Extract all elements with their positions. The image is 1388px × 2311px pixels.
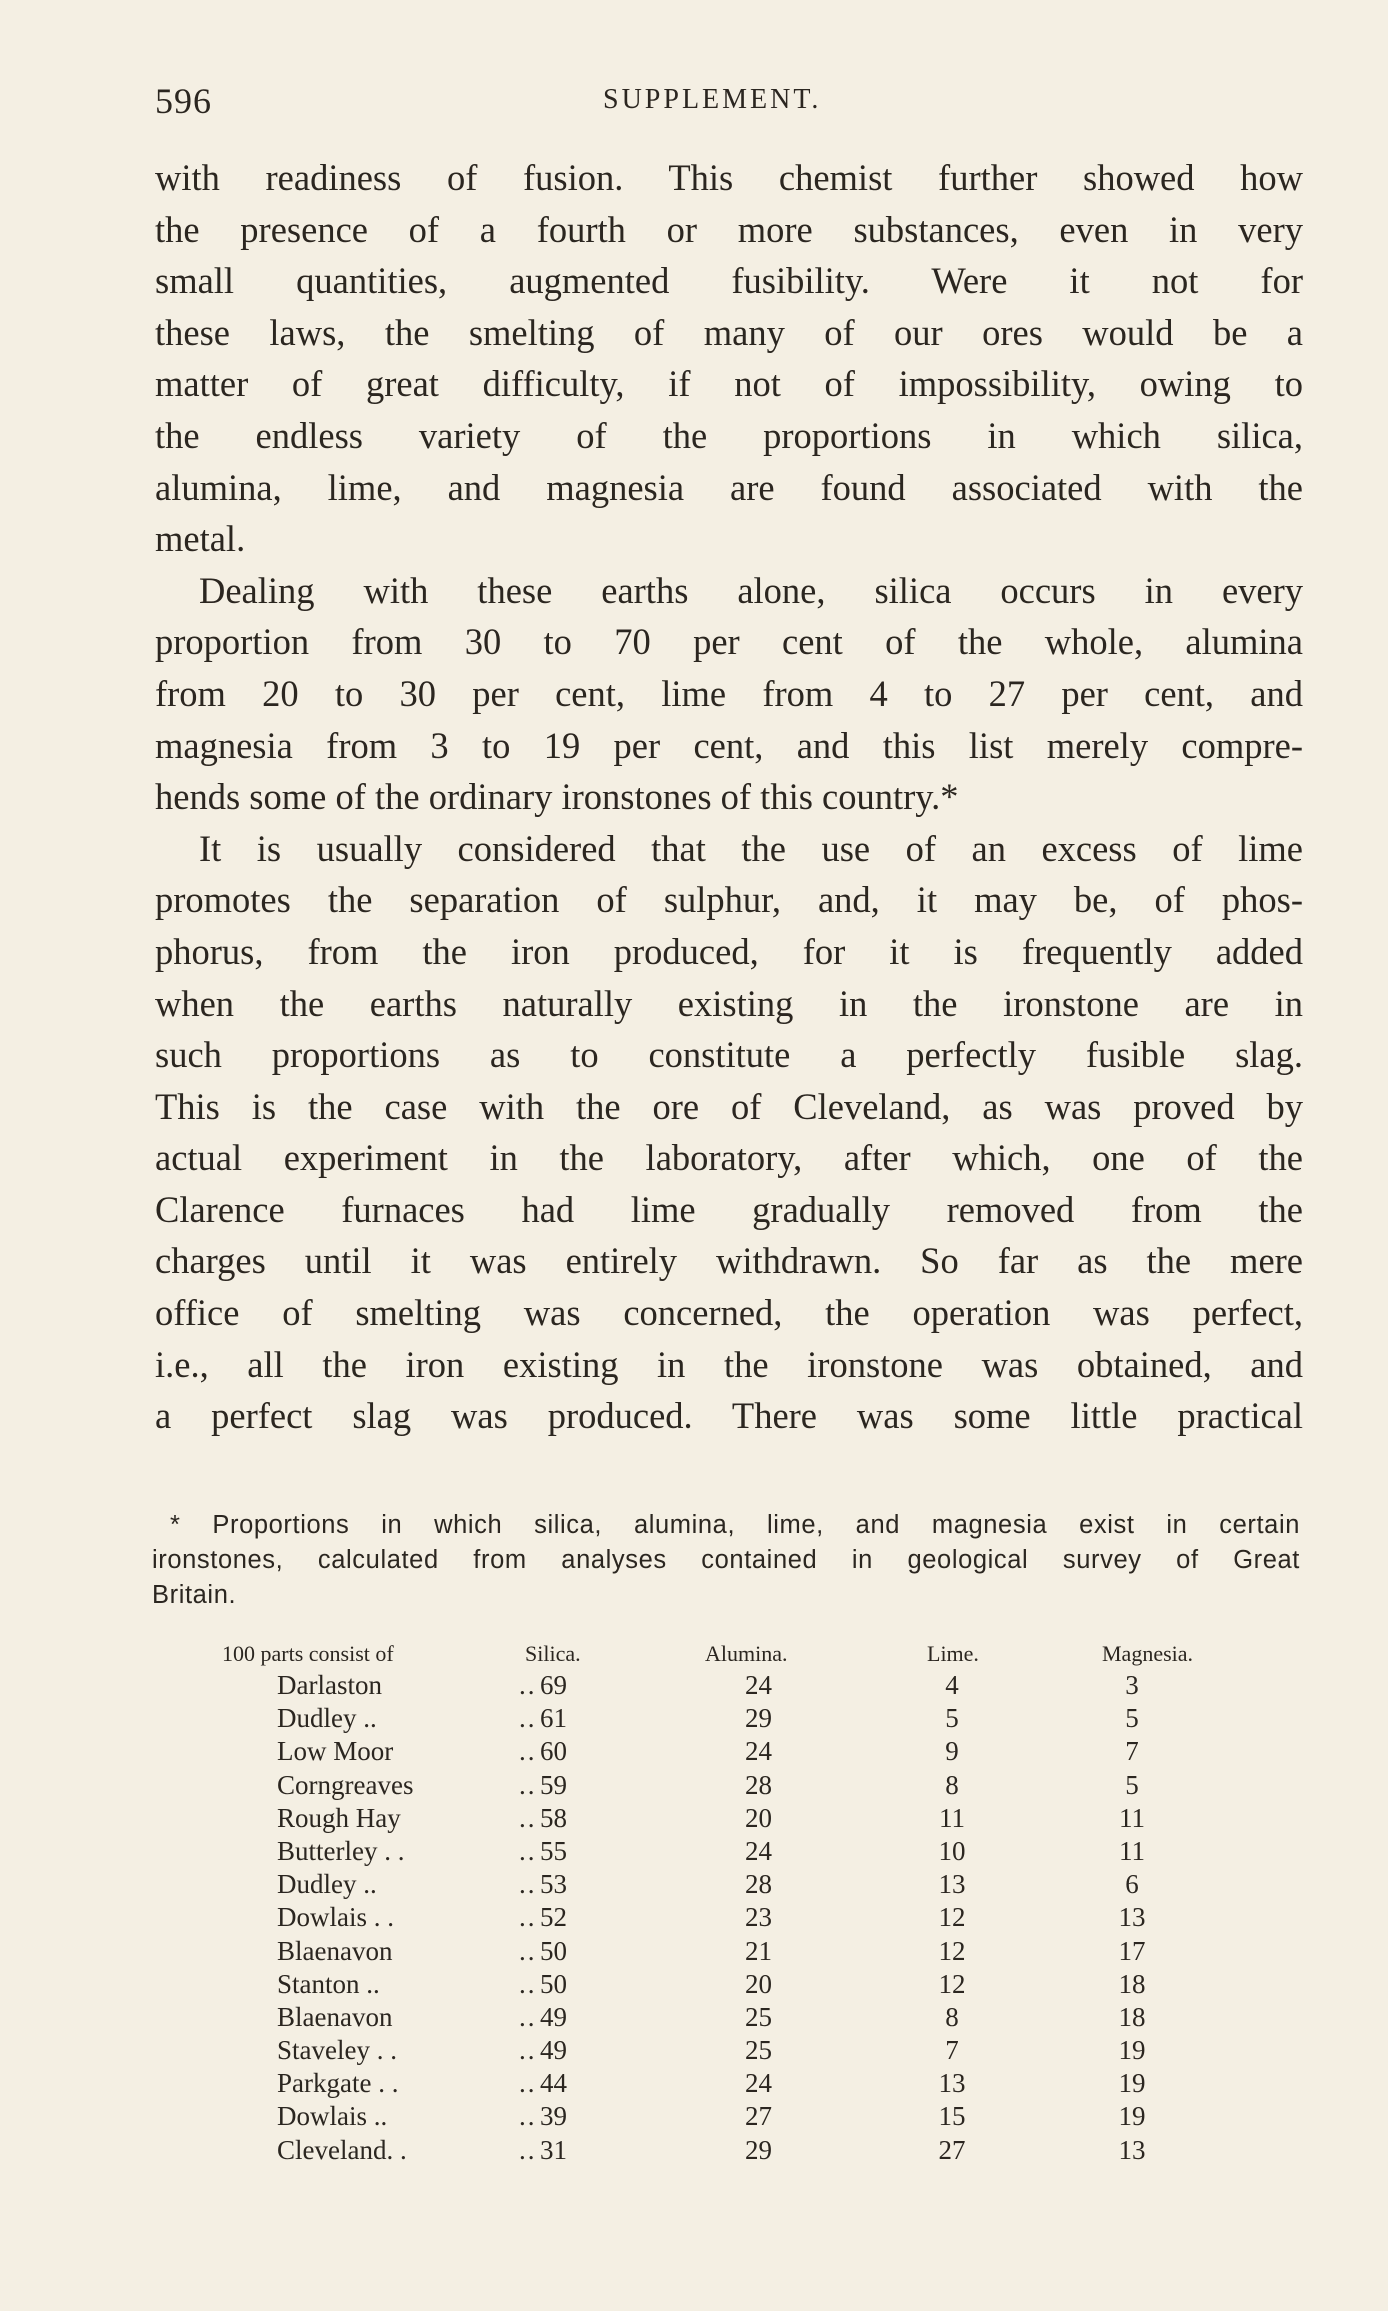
table-row: [222, 2100, 1222, 2133]
alumina-cell: 20: [745, 1802, 772, 1833]
magnesia-cell: 13: [1118, 2134, 1146, 2165]
lime-cell: 12: [938, 1902, 966, 1933]
text-line: promotes the separation of sulphur, and, it may be, of phos-: [155, 879, 1303, 921]
lime-cell: 27: [938, 2134, 966, 2165]
text-line: matter of great difficulty, if not of impossibility, owing to: [155, 363, 1303, 405]
lime-cell: 13: [938, 1869, 966, 1900]
column-header-parts: 100 parts consist of: [222, 1641, 394, 1666]
magnesia-cell: 11: [1119, 1802, 1145, 1833]
table-row: [222, 1835, 1222, 1868]
text-line: such proportions as to constitute a perfectly fusible slag.: [155, 1034, 1303, 1076]
lime-cell: 9: [945, 1736, 959, 1767]
text-line: from 20 to 30 per cent, lime from 4 to 27 per cent, and: [155, 672, 1303, 714]
magnesia-cell: 5: [1125, 1703, 1139, 1734]
text-line: the presence of a fourth or more substances, even in very: [155, 208, 1303, 250]
locality-cell: Darlaston: [277, 1670, 382, 1700]
alumina-cell: 27: [745, 2101, 772, 2132]
text-line: proportion from 30 to 70 per cent of the whole, alumina: [155, 621, 1303, 663]
locality-cell: Cleveland. .: [277, 2134, 407, 2165]
leader-dots: ..: [519, 1670, 537, 1700]
table-row: [222, 1968, 1222, 2001]
leader-dots: ..: [519, 2035, 537, 2066]
alumina-cell: 24: [745, 1670, 772, 1700]
alumina-cell: 25: [745, 2035, 772, 2066]
text-line: these laws, the smelting of many of our ores would be a: [155, 311, 1303, 353]
table-row: [222, 1901, 1222, 1934]
silica-cell: 49: [540, 2035, 567, 2066]
leader-dots: ..: [519, 1802, 537, 1833]
silica-cell: 31: [540, 2134, 567, 2165]
alumina-cell: 20: [745, 1968, 772, 1999]
text-line: It is usually considered that the use of an excess of lime: [199, 827, 1303, 869]
table-row: [222, 1769, 1222, 1802]
text-line: i.e., all the iron existing in the ironstone was obtained, and: [155, 1343, 1303, 1385]
locality-cell: Corngreaves: [277, 1769, 414, 1800]
footnote-line: Britain.: [152, 1581, 237, 1609]
silica-cell: 50: [540, 1935, 567, 1966]
locality-cell: Dudley ..: [277, 1703, 377, 1734]
lime-cell: 12: [938, 1935, 966, 1966]
alumina-cell: 23: [745, 1902, 772, 1933]
column-header-silica: Silica.: [525, 1641, 581, 1666]
magnesia-cell: 13: [1118, 1902, 1146, 1933]
table-row: [222, 1702, 1222, 1735]
magnesia-cell: 19: [1118, 2035, 1146, 2066]
footnote-line: ironstones, calculated from analyses contained in geological survey of Great: [152, 1546, 1300, 1574]
text-line: This is the case with the ore of Cleveland, as was proved by: [155, 1085, 1303, 1127]
magnesia-cell: 11: [1119, 1835, 1145, 1866]
locality-cell: Dudley ..: [277, 1869, 377, 1900]
silica-cell: 58: [540, 1802, 567, 1833]
silica-cell: 59: [540, 1769, 567, 1800]
table-row: [222, 2001, 1222, 2034]
locality-cell: Dowlais . .: [277, 1902, 394, 1933]
magnesia-cell: 17: [1118, 1935, 1146, 1966]
alumina-cell: 21: [745, 1935, 772, 1966]
alumina-cell: 25: [745, 2001, 772, 2032]
table-row: [222, 2067, 1222, 2100]
locality-cell: Parkgate . .: [277, 2068, 399, 2099]
alumina-cell: 24: [745, 1736, 772, 1767]
text-line: hends some of the ordinary ironstones of this country.*: [155, 776, 959, 818]
text-line: small quantities, augmented fusibility. Were it not for: [155, 260, 1303, 302]
magnesia-cell: 3: [1125, 1670, 1139, 1700]
column-header-magnesia: Magnesia.: [1102, 1641, 1194, 1666]
body-text: [155, 152, 1303, 1442]
running-head: SUPPLEMENT.: [603, 84, 822, 115]
table-header-row: [222, 1641, 1222, 1669]
magnesia-cell: 19: [1118, 2101, 1146, 2132]
alumina-cell: 29: [745, 1703, 772, 1734]
text-line: with readiness of fusion. This chemist further showed how: [155, 157, 1303, 198]
leader-dots: ..: [519, 1835, 537, 1866]
locality-cell: Dowlais ..: [277, 2101, 388, 2132]
table-row: [222, 2134, 1222, 2167]
silica-cell: 49: [540, 2001, 567, 2032]
locality-cell: Blaenavon: [277, 1935, 393, 1966]
text-line: when the earths naturally existing in the ironstone are in: [155, 982, 1303, 1024]
text-line: metal.: [155, 518, 246, 560]
silica-cell: 69: [540, 1670, 567, 1700]
alumina-cell: 29: [745, 2134, 772, 2165]
leader-dots: ..: [519, 1935, 537, 1966]
silica-cell: 50: [540, 1968, 567, 1999]
locality-cell: Stanton ..: [277, 1968, 380, 1999]
leader-dots: ..: [519, 2068, 537, 2099]
lime-cell: 5: [945, 1703, 959, 1734]
silica-cell: 61: [540, 1703, 567, 1734]
text-line: a perfect slag was produced. There was some little practical: [155, 1395, 1303, 1437]
magnesia-cell: 6: [1125, 1869, 1139, 1900]
magnesia-cell: 18: [1118, 1968, 1146, 1999]
lime-cell: 8: [945, 1769, 959, 1800]
leader-dots: ..: [519, 1869, 537, 1900]
footnote: [152, 1508, 1300, 1613]
text-line: charges until it was entirely withdrawn. So far as the mere: [155, 1240, 1303, 1282]
silica-cell: 55: [540, 1835, 567, 1866]
text-line: magnesia from 3 to 19 per cent, and this list merely compre-: [155, 724, 1303, 766]
lime-cell: 13: [938, 2068, 966, 2099]
leader-dots: ..: [519, 1703, 537, 1734]
lime-cell: 10: [938, 1835, 966, 1866]
locality-cell: Rough Hay: [277, 1802, 401, 1833]
silica-cell: 60: [540, 1736, 567, 1767]
lime-cell: 7: [945, 2035, 959, 2066]
table-row: [222, 1735, 1222, 1768]
locality-cell: Low Moor: [277, 1736, 394, 1767]
table-row: [222, 1935, 1222, 1968]
magnesia-cell: 5: [1125, 1769, 1139, 1800]
table-row: [222, 1669, 1222, 1702]
table-row: [222, 2034, 1222, 2067]
leader-dots: ..: [519, 1902, 537, 1933]
magnesia-cell: 18: [1118, 2001, 1146, 2032]
silica-cell: 52: [540, 1902, 567, 1933]
leader-dots: ..: [519, 1736, 537, 1767]
column-header-alumina: Alumina.: [705, 1641, 788, 1666]
silica-cell: 53: [540, 1869, 567, 1900]
lime-cell: 8: [945, 2001, 959, 2032]
silica-cell: 44: [540, 2068, 567, 2099]
leader-dots: ..: [519, 1968, 537, 1999]
column-header-lime: Lime.: [927, 1641, 979, 1666]
lime-cell: 4: [945, 1670, 959, 1700]
text-line: office of smelting was concerned, the operation was perfect,: [155, 1292, 1303, 1334]
alumina-cell: 28: [745, 1869, 772, 1900]
ironstone-composition-table: [222, 1641, 1222, 2167]
leader-dots: ..: [519, 2134, 537, 2165]
text-line: Clarence furnaces had lime gradually removed from the: [155, 1188, 1303, 1230]
leader-dots: ..: [519, 2001, 537, 2032]
text-line: actual experiment in the laboratory, after which, one of the: [155, 1137, 1303, 1179]
leader-dots: ..: [519, 2101, 537, 2132]
silica-cell: 39: [540, 2101, 567, 2132]
footnote-line: * Proportions in which silica, alumina, lime, and magnesia exist in certain: [170, 1511, 1300, 1539]
text-line: phorus, from the iron produced, for it is frequently added: [155, 930, 1303, 972]
table-row: [222, 1868, 1222, 1901]
locality-cell: Butterley . .: [277, 1835, 405, 1866]
locality-cell: Staveley . .: [277, 2035, 397, 2066]
lime-cell: 12: [938, 1968, 966, 1999]
lime-cell: 15: [938, 2101, 966, 2132]
page-number: 596: [155, 81, 212, 121]
magnesia-cell: 19: [1118, 2068, 1146, 2099]
alumina-cell: 24: [745, 2068, 772, 2099]
magnesia-cell: 7: [1125, 1736, 1139, 1767]
leader-dots: ..: [519, 1769, 537, 1800]
lime-cell: 11: [939, 1802, 965, 1833]
table-row: [222, 1802, 1222, 1835]
page-header: [155, 80, 1310, 120]
text-line: the endless variety of the proportions in which silica,: [155, 414, 1303, 456]
locality-cell: Blaenavon: [277, 2001, 393, 2032]
alumina-cell: 24: [745, 1835, 772, 1866]
text-line: Dealing with these earths alone, silica occurs in every: [199, 569, 1303, 611]
text-line: alumina, lime, and magnesia are found associated with the: [155, 466, 1303, 508]
alumina-cell: 28: [745, 1769, 772, 1800]
